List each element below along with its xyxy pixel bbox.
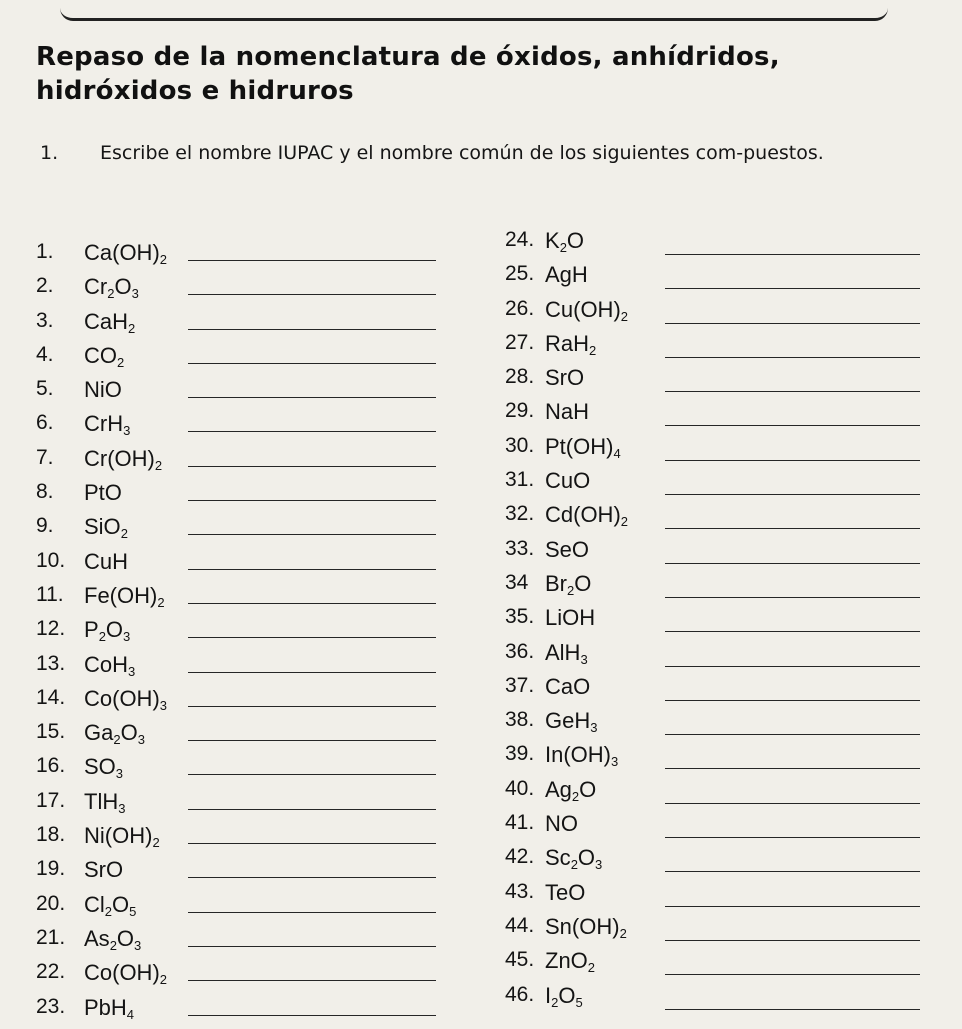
exercise-item bbox=[36, 369, 436, 403]
exercise-item bbox=[36, 884, 436, 918]
exercise-item bbox=[505, 262, 920, 300]
exercise-item bbox=[505, 468, 920, 506]
formula-text: O bbox=[105, 617, 124, 643]
answer-blank[interactable] bbox=[188, 912, 436, 913]
exercise-item bbox=[505, 605, 920, 643]
formula-subscript: 5 bbox=[575, 994, 583, 1010]
exercise-item bbox=[505, 913, 920, 952]
item-number: 9. bbox=[36, 514, 54, 538]
formula-subscript: 2 bbox=[107, 286, 115, 302]
item-number: 5. bbox=[36, 377, 54, 401]
item-number: 35. bbox=[505, 605, 535, 629]
formula-text: Fe(OH) bbox=[84, 582, 158, 608]
formula-subscript: 2 bbox=[109, 937, 117, 953]
right-exercise-column bbox=[505, 228, 920, 1021]
chemical-formula bbox=[545, 983, 583, 1009]
formula-text: O bbox=[120, 720, 138, 746]
item-number: 46. bbox=[505, 982, 535, 1006]
item-number: 12. bbox=[36, 617, 66, 641]
item-number: 40. bbox=[505, 776, 535, 800]
item-number: 13. bbox=[36, 651, 66, 675]
answer-blank[interactable] bbox=[188, 877, 436, 878]
formula-subscript: 2 bbox=[128, 320, 136, 336]
formula-text: SiO bbox=[84, 514, 121, 540]
formula-text: Cd(OH) bbox=[545, 502, 621, 528]
item-number: 11. bbox=[36, 582, 64, 606]
formula-subscript: 3 bbox=[595, 857, 603, 873]
formula-text: Co(OH) bbox=[84, 685, 160, 711]
chemical-formula bbox=[84, 892, 136, 918]
exercise-item bbox=[36, 506, 436, 540]
exercise-item bbox=[36, 438, 436, 472]
exercise-item bbox=[36, 987, 436, 1021]
formula-text: AgH bbox=[545, 262, 588, 288]
answer-blank[interactable] bbox=[665, 1009, 920, 1010]
formula-subscript: 2 bbox=[98, 629, 106, 645]
formula-text: ZnO bbox=[545, 948, 588, 974]
formula-subscript: 2 bbox=[104, 903, 113, 919]
chemical-formula bbox=[84, 995, 134, 1021]
exercise-item bbox=[505, 811, 920, 849]
answer-blank[interactable] bbox=[665, 494, 920, 495]
item-number: 24. bbox=[505, 228, 535, 251]
item-number: 26. bbox=[505, 296, 535, 320]
item-number: 14. bbox=[36, 685, 66, 709]
formula-text: NiO bbox=[84, 377, 122, 403]
chemical-formula bbox=[84, 514, 128, 540]
answer-blank[interactable] bbox=[188, 843, 436, 844]
chemical-formula bbox=[84, 720, 145, 746]
exercise-item bbox=[505, 845, 920, 883]
formula-text: CuH bbox=[84, 548, 129, 574]
exercise-item bbox=[505, 365, 920, 403]
exercise-item bbox=[36, 781, 436, 815]
chemical-formula bbox=[84, 754, 123, 780]
item-number: 19. bbox=[36, 857, 66, 881]
formula-text: Ag bbox=[545, 776, 572, 802]
formula-text: I bbox=[545, 982, 552, 1008]
answer-blank[interactable] bbox=[188, 603, 436, 604]
formula-subscript: 2 bbox=[120, 526, 128, 542]
exercise-item bbox=[36, 952, 436, 986]
formula-subscript: 2 bbox=[567, 582, 575, 598]
formula-text: CaH bbox=[84, 308, 129, 334]
chemical-formula bbox=[545, 468, 590, 494]
formula-subscript: 2 bbox=[159, 252, 168, 267]
formula-subscript: 3 bbox=[118, 800, 126, 816]
chemical-formula bbox=[84, 549, 128, 575]
chemical-formula bbox=[84, 446, 162, 472]
exercise-item bbox=[36, 644, 436, 678]
item-number: 41. bbox=[505, 811, 535, 835]
formula-text: O bbox=[114, 274, 132, 300]
formula-subscript: 2 bbox=[157, 594, 165, 610]
answer-blank[interactable] bbox=[188, 706, 436, 707]
formula-subscript: 3 bbox=[115, 766, 124, 782]
formula-text: SO bbox=[84, 754, 116, 780]
formula-subscript: 2 bbox=[117, 354, 125, 370]
formula-text: Sc bbox=[545, 845, 571, 871]
item-number: 2. bbox=[36, 274, 54, 298]
formula-subscript: 4 bbox=[126, 1006, 135, 1022]
formula-subscript: 4 bbox=[613, 445, 621, 461]
formula-text: PbH bbox=[84, 994, 127, 1020]
formula-text: O bbox=[112, 891, 130, 917]
answer-blank[interactable] bbox=[665, 666, 920, 667]
formula-text: NaH bbox=[545, 399, 590, 425]
formula-subscript: 2 bbox=[559, 240, 567, 255]
formula-subscript: 2 bbox=[159, 972, 168, 988]
formula-text: SeO bbox=[545, 536, 590, 562]
answer-blank[interactable] bbox=[188, 946, 436, 947]
exercise-item bbox=[36, 301, 436, 335]
formula-text: Ga bbox=[84, 720, 114, 746]
formula-text: Pt(OH) bbox=[545, 433, 614, 459]
chemical-formula bbox=[84, 583, 165, 609]
exercise-item bbox=[505, 536, 920, 575]
formula-text: O bbox=[566, 228, 585, 253]
formula-text: TlH bbox=[84, 788, 119, 814]
item-number: 37. bbox=[505, 673, 535, 697]
chemical-formula bbox=[84, 274, 139, 300]
exercise-item bbox=[505, 673, 920, 712]
chemical-formula bbox=[545, 914, 627, 940]
exercise-item bbox=[505, 948, 920, 986]
exercise-item bbox=[36, 746, 436, 780]
formula-text: NO bbox=[545, 811, 578, 837]
item-number: 38. bbox=[505, 708, 535, 732]
exercise-item bbox=[505, 502, 920, 540]
formula-text: Cr(OH) bbox=[84, 445, 155, 471]
item-number: 36. bbox=[505, 639, 535, 663]
item-number: 6. bbox=[36, 411, 54, 435]
item-number: 18. bbox=[36, 823, 66, 847]
exercise-item bbox=[36, 403, 436, 437]
exercise-item bbox=[36, 541, 436, 575]
chemical-formula bbox=[84, 240, 167, 266]
chemical-formula bbox=[84, 411, 130, 437]
instruction bbox=[40, 140, 900, 167]
formula-text: Cu(OH) bbox=[545, 296, 621, 322]
answer-blank[interactable] bbox=[188, 397, 436, 398]
formula-text: PtO bbox=[84, 480, 122, 506]
formula-subscript: 3 bbox=[134, 937, 142, 953]
answer-blank[interactable] bbox=[188, 774, 436, 775]
formula-text: Br bbox=[545, 570, 567, 596]
item-number: 32. bbox=[505, 502, 535, 526]
exercise-item bbox=[36, 678, 436, 712]
chemical-formula bbox=[545, 640, 588, 666]
chemical-formula bbox=[545, 537, 589, 563]
item-number: 42. bbox=[505, 845, 535, 869]
item-number: 30. bbox=[505, 433, 535, 457]
chemical-formula bbox=[84, 343, 124, 369]
chemical-formula bbox=[545, 777, 596, 803]
exercise-item bbox=[36, 575, 436, 609]
chemical-formula bbox=[545, 880, 585, 906]
answer-blank[interactable] bbox=[665, 528, 920, 529]
answer-blank[interactable] bbox=[188, 363, 436, 364]
item-number: 31. bbox=[505, 468, 535, 492]
chemical-formula bbox=[545, 742, 618, 768]
formula-text: CO bbox=[84, 342, 117, 368]
chemical-formula bbox=[84, 617, 130, 643]
exercise-item bbox=[505, 296, 920, 335]
top-rule bbox=[60, 8, 888, 21]
item-number: 15. bbox=[36, 720, 66, 744]
chemical-formula bbox=[545, 262, 588, 288]
formula-subscript: 3 bbox=[137, 732, 145, 748]
formula-text: TeO bbox=[545, 879, 586, 905]
chemical-formula bbox=[84, 960, 167, 986]
chemical-formula bbox=[84, 857, 123, 883]
chemical-formula bbox=[84, 823, 160, 849]
answer-blank[interactable] bbox=[665, 837, 920, 838]
exercise-item bbox=[505, 433, 920, 472]
chemical-formula bbox=[545, 708, 597, 734]
instruction-number: 1. bbox=[40, 142, 59, 164]
chemical-formula bbox=[545, 811, 578, 837]
formula-text: Co(OH) bbox=[84, 960, 160, 986]
answer-blank[interactable] bbox=[188, 637, 436, 638]
chemical-formula bbox=[84, 377, 122, 403]
item-number: 44. bbox=[505, 913, 535, 937]
formula-subscript: 2 bbox=[620, 514, 629, 530]
formula-text: O bbox=[579, 776, 597, 802]
exercise-item bbox=[36, 335, 436, 369]
chemical-formula bbox=[545, 228, 584, 254]
answer-blank[interactable] bbox=[665, 700, 920, 701]
answer-blank[interactable] bbox=[665, 734, 920, 735]
answer-blank[interactable] bbox=[665, 906, 920, 907]
formula-subscript: 3 bbox=[123, 423, 131, 439]
formula-text: Sn(OH) bbox=[545, 913, 620, 939]
formula-text: SrO bbox=[84, 857, 124, 883]
chemical-formula bbox=[545, 365, 584, 391]
exercise-item bbox=[36, 266, 436, 300]
item-number: 23. bbox=[36, 994, 66, 1018]
exercise-item bbox=[505, 570, 920, 609]
chemical-formula bbox=[545, 948, 595, 974]
formula-subscript: 3 bbox=[159, 697, 168, 713]
answer-blank[interactable] bbox=[665, 597, 920, 598]
item-number: 3. bbox=[36, 308, 54, 332]
item-number: 7. bbox=[36, 445, 54, 469]
answer-blank[interactable] bbox=[188, 980, 436, 981]
chemical-formula bbox=[545, 399, 589, 425]
item-number: 43. bbox=[505, 879, 535, 903]
answer-blank[interactable] bbox=[188, 569, 436, 570]
answer-blank[interactable] bbox=[188, 329, 436, 330]
formula-subscript: 2 bbox=[587, 960, 596, 976]
exercise-item bbox=[505, 742, 920, 780]
chemical-formula bbox=[84, 652, 135, 678]
formula-subscript: 5 bbox=[129, 903, 137, 919]
formula-subscript: 3 bbox=[611, 754, 619, 770]
formula-subscript: 3 bbox=[590, 720, 598, 736]
formula-text: CrH bbox=[84, 411, 124, 437]
chemical-formula bbox=[84, 309, 135, 335]
chemical-formula bbox=[84, 686, 167, 712]
chemical-formula bbox=[84, 480, 122, 506]
exercise-item bbox=[36, 815, 436, 849]
exercise-item bbox=[505, 399, 920, 437]
answer-blank[interactable] bbox=[188, 294, 436, 295]
answer-blank[interactable] bbox=[665, 803, 920, 804]
item-number: 1. bbox=[36, 240, 54, 263]
item-number: 10. bbox=[36, 548, 66, 572]
item-number: 4. bbox=[36, 342, 54, 366]
formula-subscript: 3 bbox=[580, 651, 588, 667]
exercise-item bbox=[505, 228, 920, 266]
answer-blank[interactable] bbox=[665, 425, 920, 426]
chemical-formula bbox=[545, 297, 628, 323]
chemical-formula bbox=[545, 845, 602, 871]
answer-blank[interactable] bbox=[665, 871, 920, 872]
formula-text: Cl bbox=[84, 891, 105, 917]
formula-subscript: 2 bbox=[589, 342, 597, 358]
formula-text: In(OH) bbox=[545, 742, 611, 768]
instruction-text: Escribe el nombre IUPAC y el nombre común de los siguientes com-puestos. bbox=[100, 142, 824, 164]
item-number: 34 bbox=[505, 570, 529, 594]
exercise-item bbox=[36, 232, 436, 266]
exercise-item bbox=[505, 879, 920, 918]
answer-blank[interactable] bbox=[665, 288, 920, 289]
answer-blank[interactable] bbox=[665, 323, 920, 324]
formula-subscript: 2 bbox=[154, 457, 163, 473]
chemical-formula bbox=[84, 789, 125, 815]
chemical-formula bbox=[545, 605, 595, 631]
formula-text: Ca(OH) bbox=[84, 240, 160, 265]
answer-blank[interactable] bbox=[665, 768, 920, 769]
formula-subscript: 2 bbox=[620, 308, 629, 324]
formula-text: CoH bbox=[84, 651, 129, 677]
exercise-item bbox=[36, 472, 436, 506]
answer-blank[interactable] bbox=[188, 500, 436, 501]
answer-blank[interactable] bbox=[665, 974, 920, 975]
formula-text: O bbox=[116, 925, 135, 951]
formula-text: O bbox=[577, 845, 596, 871]
left-exercise-column bbox=[36, 232, 436, 1021]
item-number: 33. bbox=[505, 536, 535, 560]
formula-text: RaH bbox=[545, 330, 590, 356]
answer-blank[interactable] bbox=[665, 563, 920, 564]
answer-blank[interactable] bbox=[188, 740, 436, 741]
formula-subscript: 2 bbox=[551, 994, 559, 1010]
formula-subscript: 2 bbox=[113, 732, 121, 748]
chemical-formula bbox=[545, 571, 591, 597]
page-title: Repaso de la nomenclatura de óxidos, anhídridos, hidróxidos e hidruros bbox=[36, 42, 780, 106]
chemical-formula bbox=[545, 434, 621, 460]
answer-blank[interactable] bbox=[665, 940, 920, 941]
exercise-item bbox=[36, 918, 436, 952]
answer-blank[interactable] bbox=[665, 460, 920, 461]
item-number: 39. bbox=[505, 742, 535, 766]
item-number: 45. bbox=[505, 948, 535, 972]
formula-text: CaO bbox=[545, 673, 591, 699]
formula-subscript: 2 bbox=[619, 925, 627, 941]
chemical-formula bbox=[545, 674, 590, 700]
item-number: 8. bbox=[36, 480, 54, 504]
answer-blank[interactable] bbox=[188, 809, 436, 810]
formula-subscript: 2 bbox=[570, 857, 578, 873]
item-number: 21. bbox=[36, 925, 66, 949]
answer-blank[interactable] bbox=[188, 534, 436, 535]
item-number: 22. bbox=[36, 960, 66, 984]
answer-blank[interactable] bbox=[665, 254, 920, 255]
answer-blank[interactable] bbox=[665, 391, 920, 392]
item-number: 20. bbox=[36, 891, 66, 915]
answer-blank[interactable] bbox=[188, 672, 436, 673]
exercise-item bbox=[36, 849, 436, 883]
exercise-item bbox=[505, 776, 920, 815]
formula-text: AlH bbox=[545, 639, 581, 665]
item-number: 25. bbox=[505, 262, 535, 286]
formula-text: SrO bbox=[545, 365, 585, 391]
formula-subscript: 3 bbox=[128, 663, 136, 679]
answer-blank[interactable] bbox=[188, 466, 436, 467]
formula-text: GeH bbox=[545, 708, 591, 734]
formula-text: K bbox=[545, 228, 560, 253]
answer-blank[interactable] bbox=[665, 357, 920, 358]
formula-text: Cr bbox=[84, 274, 108, 300]
formula-subscript: 3 bbox=[123, 629, 131, 645]
item-number: 17. bbox=[36, 788, 66, 812]
answer-blank[interactable] bbox=[188, 1015, 436, 1016]
exercise-item bbox=[505, 639, 920, 678]
item-number: 28. bbox=[505, 365, 535, 389]
exercise-item bbox=[36, 712, 436, 746]
answer-blank[interactable] bbox=[188, 431, 436, 432]
exercise-item bbox=[505, 708, 920, 746]
formula-text: Ni(OH) bbox=[84, 823, 153, 849]
item-number: 29. bbox=[505, 399, 535, 423]
exercise-item bbox=[505, 330, 920, 369]
formula-subscript: 2 bbox=[571, 788, 580, 804]
chemical-formula bbox=[545, 502, 628, 528]
formula-subscript: 3 bbox=[131, 286, 139, 302]
formula-subscript: 2 bbox=[152, 835, 160, 851]
formula-text: O bbox=[558, 982, 576, 1008]
chemical-formula bbox=[545, 331, 596, 357]
item-number: 16. bbox=[36, 754, 66, 778]
formula-text: As bbox=[84, 925, 110, 951]
chemical-formula bbox=[84, 926, 141, 952]
formula-text: LiOH bbox=[545, 605, 596, 631]
answer-blank[interactable] bbox=[188, 260, 436, 261]
formula-text: P bbox=[84, 617, 99, 643]
exercise-item bbox=[36, 609, 436, 643]
answer-blank[interactable] bbox=[665, 631, 920, 632]
exercise-item bbox=[505, 982, 920, 1021]
formula-text: CuO bbox=[545, 468, 591, 494]
item-number: 27. bbox=[505, 330, 535, 354]
formula-text: O bbox=[574, 570, 592, 596]
